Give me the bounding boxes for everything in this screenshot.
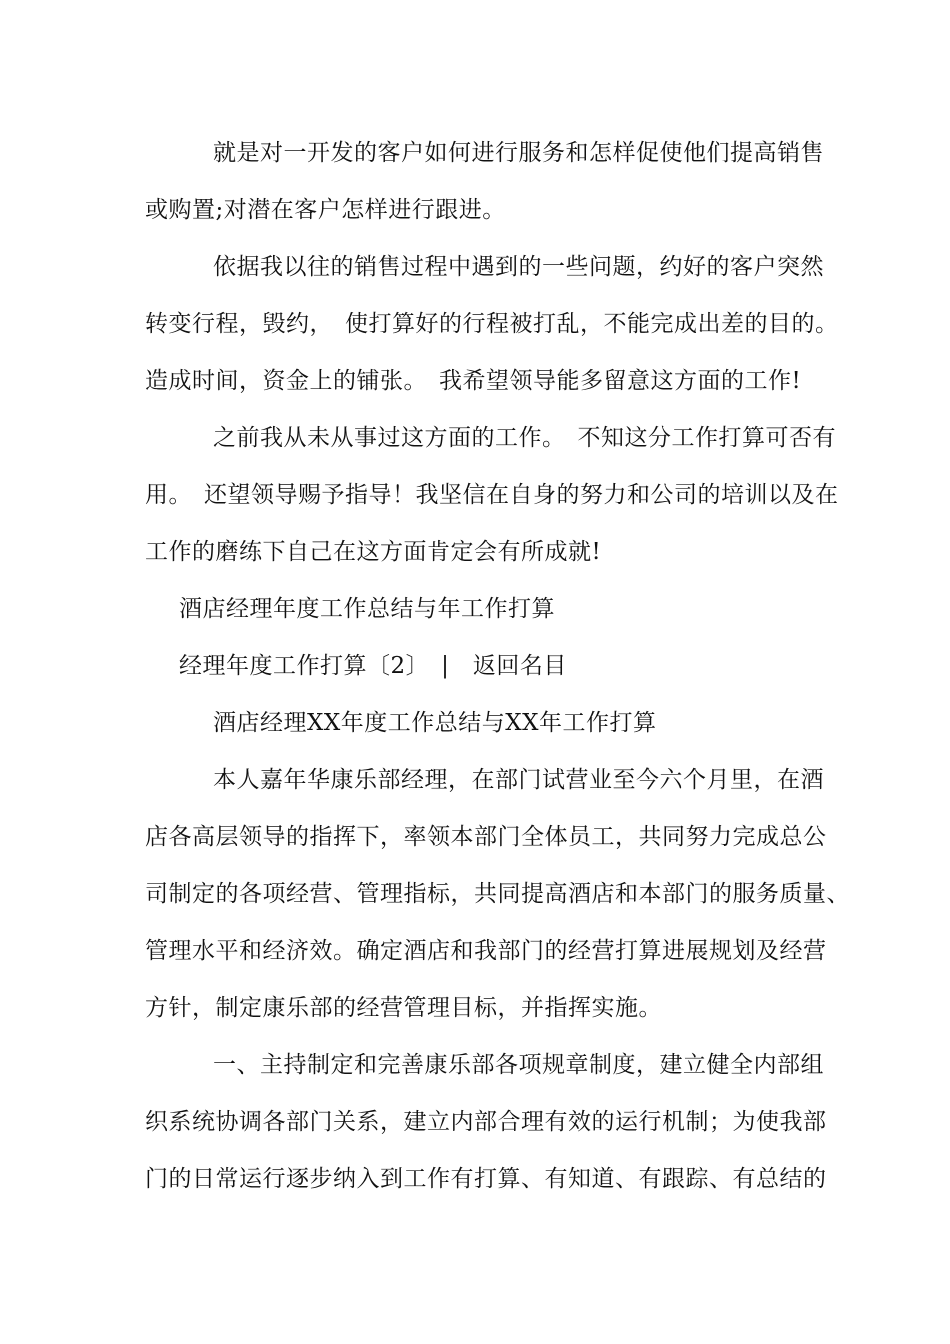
paragraph-line: 门的日常运行逐步纳入到工作有打算、有知道、有跟踪、有总结的 [145,1166,827,1192]
article-title: 酒店经理XX年度工作总结与XX年工作打算 [213,710,657,736]
paragraph-line: 管理水平和经济效。确定酒店和我部门的经营打算进展规划及经营 [145,938,827,964]
paragraph-line: 店各高层领导的指挥下，率领本部门全体员工，共同努力完成总公 [145,824,827,850]
paragraph-line: 依据我以往的销售过程中遇到的一些问题，约好的客户突然 [213,254,824,280]
paragraph-line: 或购置;对潜在客户怎样进行跟进。 [145,197,506,223]
paragraph-line: 就是对一开发的客户如何进行服务和怎样促使他们提高销售 [213,140,824,166]
paragraph-line: 之前我从未从事过这方面的工作。 不知这分工作打算可否有 [213,425,836,451]
paragraph-line: 造成时间，资金上的铺张。 我希望领导能多留意这方面的工作! [145,368,802,394]
paragraph-line: 方针，制定康乐部的经营管理目标，并指挥实施。 [145,995,662,1021]
section-heading: 酒店经理年度工作总结与年工作打算 [179,596,555,622]
back-to-toc-line: 经理年度工作打算〔2〕 | 返回名目 [179,653,567,679]
paragraph-line: 一、主持制定和完善康乐部各项规章制度，建立健全内部组 [213,1052,824,1078]
paragraph-line: 工作的磨练下自己在这方面肯定会有所成就! [145,539,602,565]
paragraph-line: 本人嘉年华康乐部经理，在部门试营业至今六个月里，在酒 [213,767,824,793]
paragraph-line: 用。 还望领导赐予指导！我坚信在自身的努力和公司的培训以及在 [145,482,839,508]
paragraph-line: 司制定的各项经营、管理指标，共同提高酒店和本部门的服务质量、 [145,881,850,907]
paragraph-line: 转变行程，毁约， 使打算好的行程被打乱，不能完成出差的目的。 [145,311,839,337]
paragraph-line: 织系统协调各部门关系，建立内部合理有效的运行机制；为使我部 [145,1109,827,1135]
